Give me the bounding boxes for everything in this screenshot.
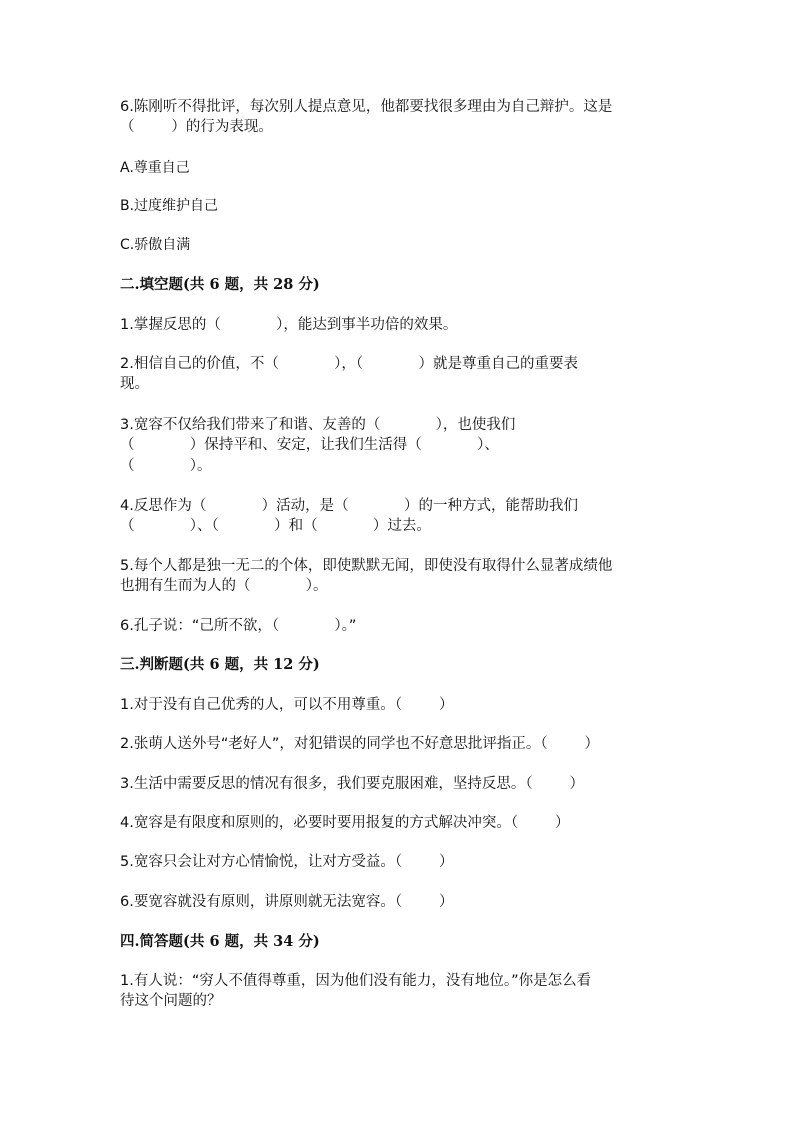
fill-q4-line1: 4.反思作为（ ）活动，是（ ）的一种方式，能帮助我们 [120, 498, 578, 514]
fill-q6: 6.孔子说：“己所不欲，（ ）。” [120, 618, 357, 634]
judge-q6: 6.要宽容就没有原则，讲原则就无法宽容。（ ） [120, 894, 454, 910]
fill-q3-line3: （ ）。 [120, 458, 212, 474]
fill-q3-line1: 3.宽容不仅给我们带来了和谐、友善的（ ），也使我们 [120, 417, 516, 433]
section-heading-judgment: 三.判断题(共 6 题，共 12 分) [120, 656, 320, 673]
fill-q2-line2: 现。 [120, 376, 149, 392]
judge-q4: 4.宽容是有限度和原则的，必要时要用报复的方式解决冲突。（ ） [120, 815, 570, 831]
fill-q2-line1: 2.相信自己的价值，不（ ），（ ）就是尊重自己的重要表 [120, 356, 578, 372]
section-heading-fill-blank: 二.填空题(共 6 题，共 28 分) [120, 276, 320, 293]
mc-q6-option-b: B.过度维护自己 [120, 198, 219, 214]
judge-q1: 1.对于没有自己优秀的人，可以不用尊重。（ ） [120, 697, 454, 713]
judge-q5: 5.宽容只会让对方心情愉悦，让对方受益。（ ） [120, 854, 454, 870]
short-q1-line1: 1.有人说：“穷人不值得尊重，因为他们没有能力，没有地位。”你是怎么看 [120, 973, 592, 989]
judge-q3: 3.生活中需要反思的情况有很多，我们要克服困难，坚持反思。（ ） [120, 776, 584, 792]
fill-q1: 1.掌握反思的（ ），能达到事半功倍的效果。 [120, 317, 458, 333]
fill-q5-line1: 5.每个人都是独一无二的个体，即使默默无闻，即使没有取得什么显著成绩他 [120, 558, 613, 574]
fill-q3-line2: （ ）保持平和、安定，让我们生活得（ ）、 [120, 437, 499, 453]
fill-q5-line2: 也拥有生而为人的（ ）。 [120, 578, 328, 594]
short-q1-line2: 待这个问题的？ [120, 993, 222, 1009]
mc-q6-line1: 6.陈刚听不得批评，每次别人提点意见，他都要找很多理由为自己辩护。这是 [120, 99, 613, 115]
judge-q2: 2.张萌人送外号“老好人”，对犯错误的同学也不好意思批评指正。（ ） [120, 736, 599, 752]
mc-q6-option-c: C.骄傲自满 [120, 237, 191, 253]
fill-q4-line2: （ ）、（ ）和（ ）过去。 [120, 518, 431, 534]
mc-q6-option-a: A.尊重自己 [120, 160, 190, 176]
section-heading-short-answer: 四.简答题(共 6 题，共 34 分) [120, 933, 320, 950]
mc-q6-line2: （ ）的行为表现。 [120, 119, 273, 135]
